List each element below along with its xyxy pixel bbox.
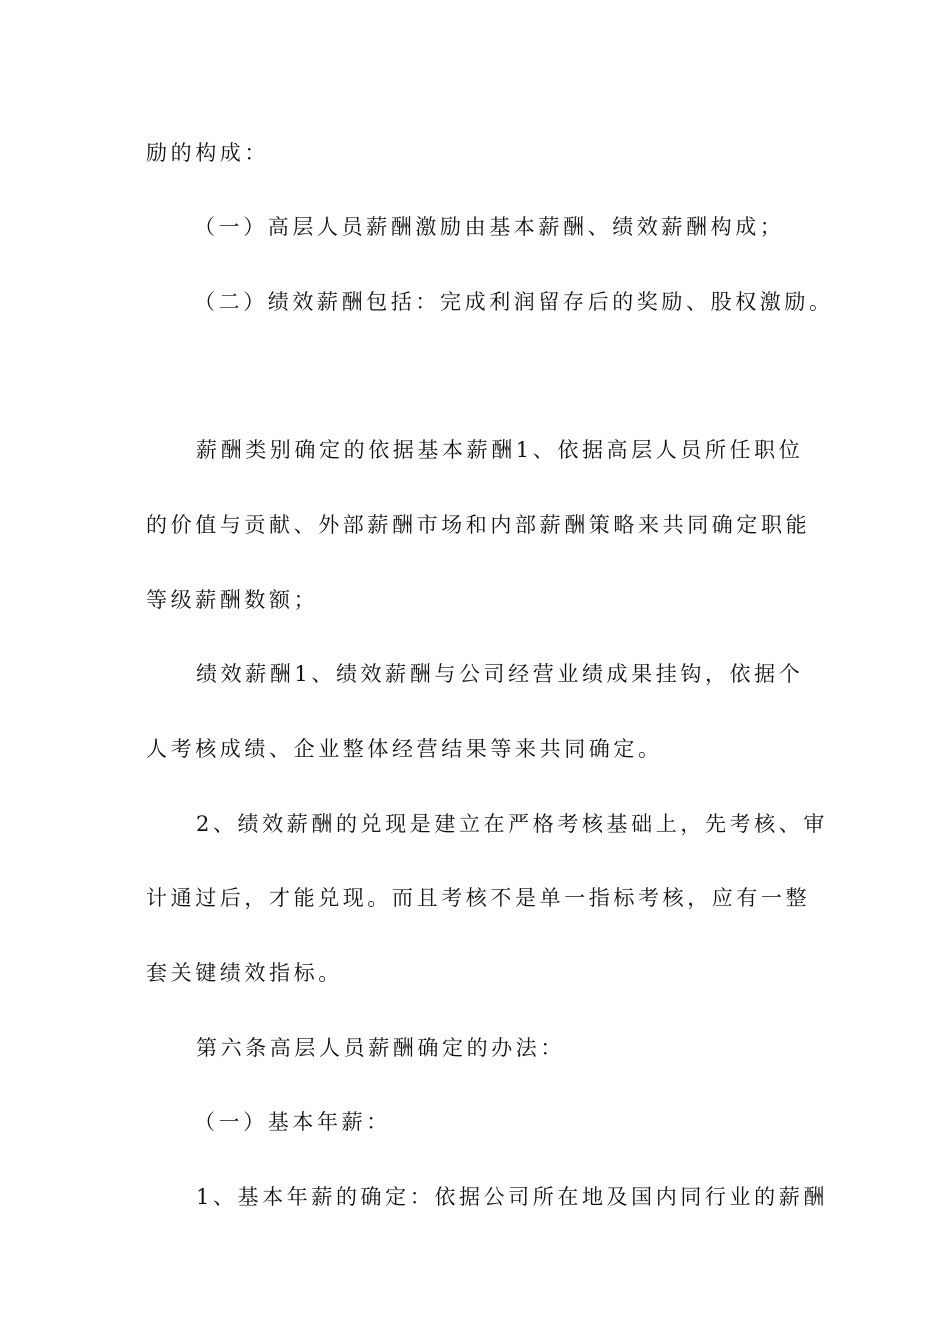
paragraph-line-3: （二）绩效薪酬包括：完成利润留存后的奖励、股权激励。 xyxy=(194,290,834,314)
paragraph-line-4: 薪酬类别确定的依据基本薪酬1、依据高层人员所任职位 xyxy=(196,438,804,462)
paragraph-line-9: 2、绩效薪酬的兑现是建立在严格考核基础上，先考核、审 xyxy=(196,812,828,836)
paragraph-line-2: （一）高层人员薪酬激励由基本薪酬、绩效薪酬构成； xyxy=(194,215,785,239)
paragraph-line-13: （一）基本年薪： xyxy=(194,1110,391,1134)
paragraph-line-5: 的价值与贡献、外部薪酬市场和内部薪酬策略来共同确定职能 xyxy=(146,513,811,537)
paragraph-line-11: 套关键绩效指标。 xyxy=(146,961,343,985)
paragraph-line-1: 励的构成： xyxy=(146,141,269,165)
paragraph-line-7: 绩效薪酬1、绩效薪酬与公司经营业绩成果挂钩，依据个 xyxy=(196,662,804,686)
paragraph-line-12: 第六条高层人员薪酬确定的办法： xyxy=(196,1036,565,1060)
paragraph-line-8: 人考核成绩、企业整体经营结果等来共同确定。 xyxy=(146,737,663,761)
paragraph-line-14: 1、基本年薪的确定：依据公司所在地及国内同行业的薪酬 xyxy=(196,1185,828,1209)
paragraph-line-10: 计通过后，才能兑现。而且考核不是单一指标考核，应有一整 xyxy=(146,886,811,910)
paragraph-line-6: 等级薪酬数额； xyxy=(146,588,319,612)
